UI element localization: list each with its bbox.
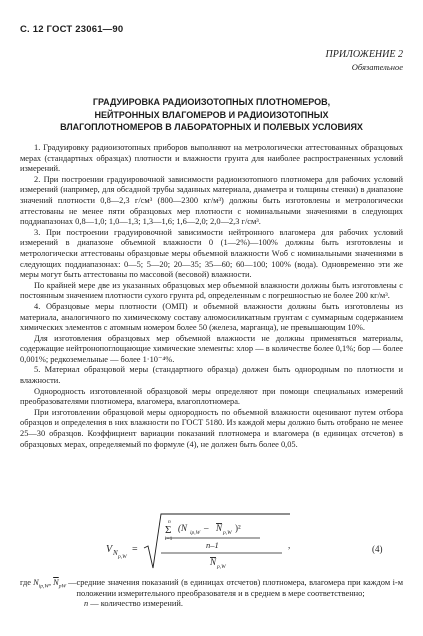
inner-denominator: n–1 xyxy=(206,540,219,550)
outer-denominator-sub: p,W xyxy=(217,564,226,570)
paragraph: По крайней мере две из указанных образцовых мер объемной влажности должны быть изготовлены с постоянным значением плотности сухого грунта ρd, определенным с погрешностью не более 200 кг/м³. xyxy=(20,280,403,301)
paragraph: 3. При построении градуировочной зависимости нейтронного влагомера для рабочих условий измерений в диапазоне объемной влажности 0 (1—2%)—100% должны быть изготовлены и метрологически аттестованы образцовые меры объемной влажности Wоб с номинальными значениями в следующих поддиапазонах: 0—5; 5—20; 20—35; 35—60; 60—100; 100% (вода). Одновременно эти же меры могут быть аттестованы по массовой (весовой) влажности. xyxy=(20,227,403,280)
legend-prefix: где xyxy=(20,578,31,587)
formula-lhs-sub: N xyxy=(113,549,118,557)
paragraph: Однородность изготовленной образцовой меры определяют при помощи специальных измерений преобразователями плотномера, влагомера, влагоплотномера. xyxy=(20,386,403,407)
legend-row-n xyxy=(20,599,403,610)
legend-dash: — xyxy=(66,578,77,587)
term-open: (N xyxy=(178,523,187,533)
section-title xyxy=(20,96,403,134)
legend-separator: , xyxy=(48,578,54,587)
paragraph: 5. Материал образцовой меры (стандартного образца) должен быть однородным по плотности и влажности. xyxy=(20,365,403,386)
paragraph: 4. Образцовые меры плотности (ОМП) и объемной влажности должны быть изготовлены из материала, аналогичного по химическому составу алюмосиликатным грунтам с суммарным содержанием химических элементов с атомным номером более 50 (железа, марганца), не превышающим 10%. xyxy=(20,301,403,333)
legend-symbol-1-sub: ip,W xyxy=(38,583,49,590)
legend-symbol-2: $\overline{N}$ xyxy=(53,578,59,587)
formula-number: (4) xyxy=(372,544,383,554)
legend-n-symbol: n xyxy=(84,599,89,609)
term-sub: ip,W xyxy=(190,530,201,536)
paragraph: При изготовлении образцовой меры однородность по объемной влажности оценивают путем отбора образцов и определения в них влажности по ГОСТ 5180. Из каждой меры должно быть отобрано не менее 25—30 образцов. Коэффициент вариации показаний плотномера и влагомера (в единицах отсчетов) в образцовых мерах, определяемый по формуле (4), не должен быть более 0,05. xyxy=(20,407,403,449)
body-text xyxy=(20,143,403,450)
formula-4 xyxy=(20,512,403,584)
paragraph: 2. При построении градуировочной зависимости радиоизотопного плотномера для рабочих условий измерений (например, для обсадной трубы заданных материала, диаметра и толщины стенки) в диапазоне значений плотности 0,8—2,3 г/см³ (800—2300 кг/м³) должны быть изготовлены и метрологически аттестованы не менее пяти образцовых мер плотности с номинальными значениями в следующих поддиапазонах 0,8—1,0; 1,0—1,3; 1,3—1,6; 1,6—2,0; 2,0—2,3 г/см³. xyxy=(20,174,403,227)
appendix-label xyxy=(326,48,404,74)
legend-symbol-1: N xyxy=(33,578,39,587)
legend-row xyxy=(20,578,403,599)
section-title-line: НЕЙТРОННЫХ ВЛАГОМЕРОВ И РАДИОИЗОТОПНЫХ xyxy=(94,109,329,120)
legend-symbols xyxy=(20,578,77,599)
sum-bottom: i=1 xyxy=(165,536,173,542)
page-header: С. 12 ГОСТ 23061—90 xyxy=(20,24,124,35)
formula-svg xyxy=(20,512,403,578)
section-title-line: ГРАДУИРОВКА РАДИОИЗОТОПНЫХ ПЛОТНОМЕРОВ, xyxy=(92,97,331,107)
legend-symbol-2-sub: pW xyxy=(58,583,67,590)
appendix-title: ПРИЛОЖЕНИЕ 2 xyxy=(325,49,403,60)
term-mean: N xyxy=(216,523,223,533)
paragraph: 1. Градуировку радиоизотопных приборов выполняют на метрологически аттестованных образцовых мерах (стандартных образцах) плотности и влажности грунта для наиболее распространенных условий измерений. xyxy=(20,143,403,174)
term-mean-sub: p,W xyxy=(223,530,232,536)
outer-denominator: N xyxy=(210,557,217,567)
section-title-line: ВЛАГОПЛОТНОМЕРОВ В ЛАБОРАТОРНЫХ И ПОЛЕВЫХ УСЛОВИЯХ xyxy=(60,122,363,132)
formula-equals: = xyxy=(132,544,138,555)
appendix-status: Обязательное xyxy=(351,62,403,72)
term-minus: – xyxy=(204,523,209,533)
sum-top: n xyxy=(168,519,171,525)
term-close: )² xyxy=(235,523,241,533)
legend-n-description: — количество измерений. xyxy=(88,599,183,609)
legend-description: средние значения показаний (в единицах отсчетов) плотномера, влагомера при каждом i-м положении измерительного преобразователя и в среднем в мере соответственно; xyxy=(76,578,403,598)
formula-lhs: V xyxy=(106,544,113,555)
sum-sign: Σ xyxy=(165,524,172,536)
paragraph: Для изготовления образцовых мер объемной влажности не должны применяться материалы, содержащие нейтронопоглощающие химические элементы: хлор — в количестве более 0,1%; бор — более 0,001%; редкоземельные — более 1·10⁻⁴%. xyxy=(20,333,403,364)
formula-comma: , xyxy=(288,540,291,550)
formula-legend xyxy=(20,578,403,610)
formula-lhs-subsub: p,W xyxy=(118,554,127,560)
